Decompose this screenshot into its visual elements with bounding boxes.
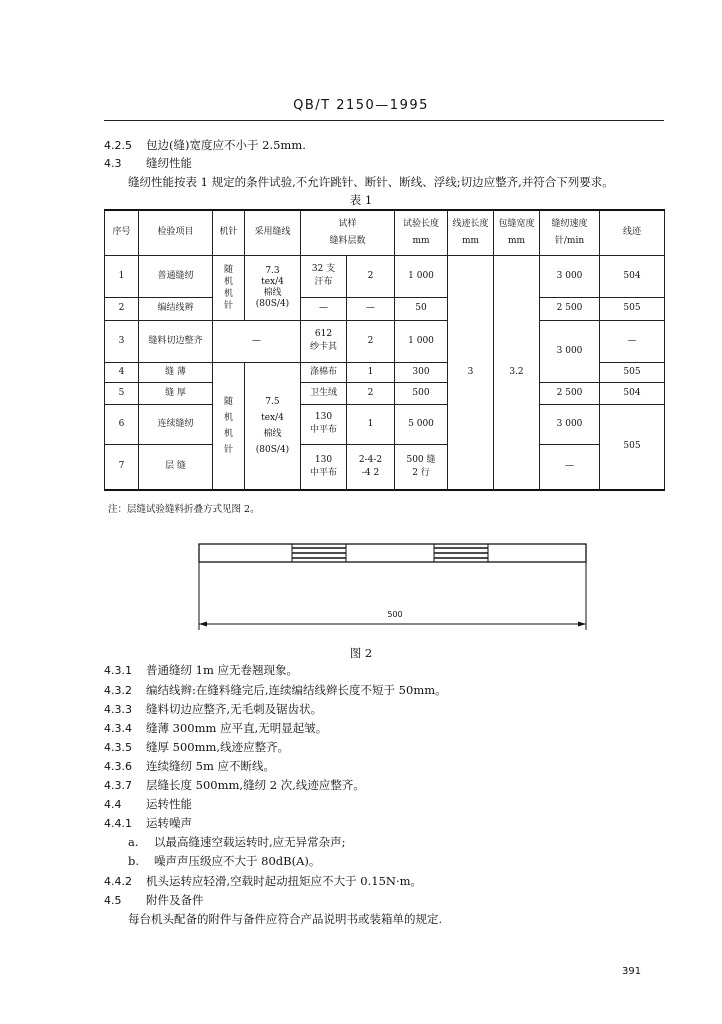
header-speed: [540, 210, 600, 255]
needle-group-1-text: 随机机针: [223, 264, 233, 311]
clause-text: 机头运转应轻滑,空载时起动扭矩应不大于 0.15N·m。: [146, 874, 423, 888]
header-rule: [104, 120, 664, 121]
cell-needle-group-2: [213, 362, 245, 490]
thread-material: 棉线: [263, 428, 282, 439]
clause-4-3-6: [104, 758, 275, 774]
cell-layers: 2: [347, 382, 395, 404]
list-item-b: [128, 853, 320, 869]
cell-stitch: 505: [600, 362, 665, 382]
cell-stitch: 505: [600, 404, 665, 490]
header-speed-unit: 针/min: [554, 235, 585, 246]
header-needle: 机针: [213, 210, 245, 255]
fold-mark-left: [292, 544, 346, 562]
clause-number: 4.5: [104, 894, 122, 907]
clause-4-4-2: [104, 873, 422, 889]
cell-item: 缝料切边整齐: [139, 320, 213, 362]
clause-4-4: [104, 796, 192, 812]
cell-length: [395, 444, 448, 490]
cell-stitch: 505: [600, 297, 665, 320]
cell-length: 300: [395, 362, 448, 382]
header-seq: 序号: [105, 210, 139, 255]
fabric-line: 130: [314, 412, 333, 422]
cell-length: 50: [395, 297, 448, 320]
header-stitch-length: [448, 210, 494, 255]
thread-size: 7.3: [265, 265, 280, 276]
fabric-line: 汗布: [314, 277, 333, 287]
thread-size: 7.5: [265, 396, 280, 407]
cell-seq: 4: [105, 362, 139, 382]
cell-fabric: [301, 320, 347, 362]
cell-thread-group-1: [245, 255, 301, 320]
layers-line: 2-4-2: [358, 454, 383, 465]
clause-4-3: [104, 155, 192, 171]
cell-speed: 3 000: [540, 255, 600, 297]
arrowhead-right: [578, 622, 586, 627]
list-text: 噪声声压级应不大于 80dB(A)。: [154, 854, 321, 868]
page-number: 391: [622, 966, 642, 977]
clause-number: 4.2.5: [104, 139, 132, 152]
header-test-length: [395, 210, 448, 255]
cell-item: 编结线辫: [139, 297, 213, 320]
clause-4-3-7: [104, 777, 365, 793]
list-item-a: [128, 834, 346, 850]
cell-needle-thread-dash: —: [213, 320, 301, 362]
table-row: [105, 255, 665, 297]
needle-group-2-text: 随机机针: [223, 396, 233, 455]
figure-caption: 图 2: [349, 646, 373, 660]
fabric-line: 纱卡其: [309, 342, 337, 352]
layers-line: -4 2: [361, 467, 380, 478]
header-edge-width-unit: mm: [507, 235, 526, 246]
header-test-length-top: 试验长度: [403, 218, 440, 229]
table-note: 注：层缝试验缝料折叠方式见图 2。: [108, 504, 260, 515]
table-caption: 表 1: [349, 193, 373, 207]
clause-4-3-1: [104, 662, 298, 678]
clause-text: 缝纫性能: [146, 156, 192, 170]
clause-4-5: [104, 892, 204, 908]
cell-speed: 2 500: [540, 382, 600, 404]
clause-number: 4.3.1: [104, 664, 132, 677]
length-line: 2 行: [412, 467, 430, 478]
table-row: [105, 297, 665, 320]
cell-speed: 3 000: [540, 320, 600, 382]
cell-speed: 3 000: [540, 404, 600, 444]
cell-fabric: [301, 444, 347, 490]
final-paragraph: 每台机头配备的附件与备件应符合产品说明书或装箱单的规定.: [128, 912, 443, 926]
cell-layers: 2: [347, 320, 395, 362]
header-stitch-type: 线迹: [600, 210, 665, 255]
clause-4-3-5: [104, 739, 289, 755]
cell-thread-group-2: [245, 362, 301, 490]
thread-count: (80S/4): [255, 444, 290, 455]
fold-mark-left-box: [292, 544, 346, 562]
clause-text: 运转性能: [146, 797, 192, 811]
cell-fabric: —: [301, 297, 347, 320]
cell-seq: 3: [105, 320, 139, 362]
test-conditions-table: [104, 209, 665, 491]
clause-number: 4.4.2: [104, 875, 132, 888]
clause-4-4-1: [104, 815, 192, 831]
fabric-line: 32 支: [311, 264, 336, 274]
cell-fabric: [301, 255, 347, 297]
cell-layers: [347, 444, 395, 490]
fabric-line: 130: [314, 454, 333, 465]
fabric-strip: [199, 544, 586, 562]
header-edge-width-top: 包缝宽度: [498, 218, 535, 229]
cell-item: 缝 厚: [139, 382, 213, 404]
clause-text: 缝料切边应整齐,无毛刺及锯齿状。: [146, 702, 323, 716]
cell-length: 5 000: [395, 404, 448, 444]
clause-number: 4.3.5: [104, 741, 132, 754]
cell-layers: 1: [347, 362, 395, 382]
cell-fabric: 卫生绒: [301, 382, 347, 404]
clause-text: 运转噪声: [146, 816, 192, 830]
cell-layers: —: [347, 297, 395, 320]
clause-4-2-5: [104, 137, 306, 153]
cell-fabric: [301, 404, 347, 444]
clause-number: 4.3: [104, 157, 122, 170]
list-text: 以最高缝速空载运转时,应无异常杂声;: [154, 835, 346, 849]
cell-item: 连续缝纫: [139, 404, 213, 444]
clause-text: 编结线辫:在缝料缝完后,连续编结线辫长度不短于 50mm。: [146, 683, 447, 697]
thread-material: 棉线: [263, 287, 282, 298]
header-sample-bottom: 缝料层数: [329, 235, 366, 246]
list-mark: a.: [128, 835, 139, 849]
intro-paragraph: 缝纫性能按表 1 规定的条件试验,不允许跳针、断针、断线、浮线;切边应整齐,并符合下列要求。: [128, 175, 614, 189]
cell-layers: 1: [347, 404, 395, 444]
dimension-line: [199, 562, 586, 630]
header-thread: 采用缝线: [245, 210, 301, 255]
cell-item: 缝 薄: [139, 362, 213, 382]
cell-seq: 5: [105, 382, 139, 404]
cell-length: 500: [395, 382, 448, 404]
cell-seq: 6: [105, 404, 139, 444]
fabric-line: 中平布: [309, 467, 337, 478]
table-row: [105, 382, 665, 404]
cell-edge-width-value: 3.2: [494, 255, 540, 490]
header-test-length-unit: mm: [412, 235, 430, 246]
fabric-line: 中平布: [309, 425, 337, 435]
clause-number: 4.3.6: [104, 760, 132, 773]
header-item: 检验项目: [139, 210, 213, 255]
clause-4-3-2: [104, 682, 447, 698]
fold-mark-right: [434, 544, 488, 562]
header-sample-top: 试样: [338, 218, 357, 229]
clause-text: 附件及备件: [146, 893, 204, 907]
cell-stitch: 504: [600, 382, 665, 404]
thread-tex: tex/4: [261, 412, 284, 423]
cell-layers: 2: [347, 255, 395, 297]
length-line: 500 缝: [406, 454, 436, 465]
header-edge-width: [494, 210, 540, 255]
cell-stitch-length-value: 3: [448, 255, 494, 490]
standard-code: QB/T 2150—1995: [293, 98, 429, 113]
fold-mark-right-box: [434, 544, 488, 562]
cell-length: 1 000: [395, 255, 448, 297]
cell-length: 1 000: [395, 320, 448, 362]
clause-text: 普通缝纫 1m 应无卷翘现象。: [146, 663, 299, 677]
clause-text: 包边(缝)宽度应不小于 2.5mm.: [146, 138, 306, 152]
clause-number: 4.3.2: [104, 684, 132, 697]
table-header-row: [105, 210, 665, 255]
clause-4-3-4: [104, 720, 327, 736]
cell-stitch: —: [600, 320, 665, 362]
arrowhead-left: [199, 622, 207, 627]
thread-tex: tex/4: [261, 276, 284, 287]
clause-number: 4.4: [104, 798, 122, 811]
table-row: [105, 404, 665, 444]
cell-item: 层 缝: [139, 444, 213, 490]
table-row: [105, 444, 665, 490]
clause-text: 连续缝纫 5m 应不断线。: [146, 759, 276, 773]
cell-fabric: 涤棉布: [301, 362, 347, 382]
header-sample: [301, 210, 395, 255]
clause-text: 层缝长度 500mm,缝纫 2 次,线迹应整齐。: [146, 778, 365, 792]
cell-seq: 1: [105, 255, 139, 297]
header-speed-top: 缝纫速度: [551, 218, 588, 229]
clause-number: 4.3.7: [104, 779, 132, 792]
fabric-line: 612: [314, 329, 333, 339]
clause-text: 缝薄 300mm 应平直,无明显起皱。: [146, 721, 328, 735]
header-stitch-length-top: 线迹长度: [452, 218, 489, 229]
clause-4-3-3: [104, 701, 322, 717]
clause-number: 4.4.1: [104, 817, 132, 830]
cell-seq: 7: [105, 444, 139, 490]
thread-count: (80S/4): [255, 298, 290, 309]
header-stitch-length-unit: mm: [461, 235, 480, 246]
list-mark: b.: [128, 854, 140, 868]
cell-speed: —: [540, 444, 600, 490]
cell-item: 普通缝纫: [139, 255, 213, 297]
table-row: [105, 320, 665, 362]
cell-seq: 2: [105, 297, 139, 320]
fabric-outline: [199, 544, 586, 562]
clause-text: 缝厚 500mm,线迹应整齐。: [146, 740, 290, 754]
cell-stitch: 504: [600, 255, 665, 297]
dimension-label: 500: [387, 610, 403, 619]
cell-speed: 2 500: [540, 297, 600, 320]
clause-number: 4.3.3: [104, 703, 132, 716]
cell-needle-group-1: [213, 255, 245, 320]
clause-number: 4.3.4: [104, 722, 132, 735]
